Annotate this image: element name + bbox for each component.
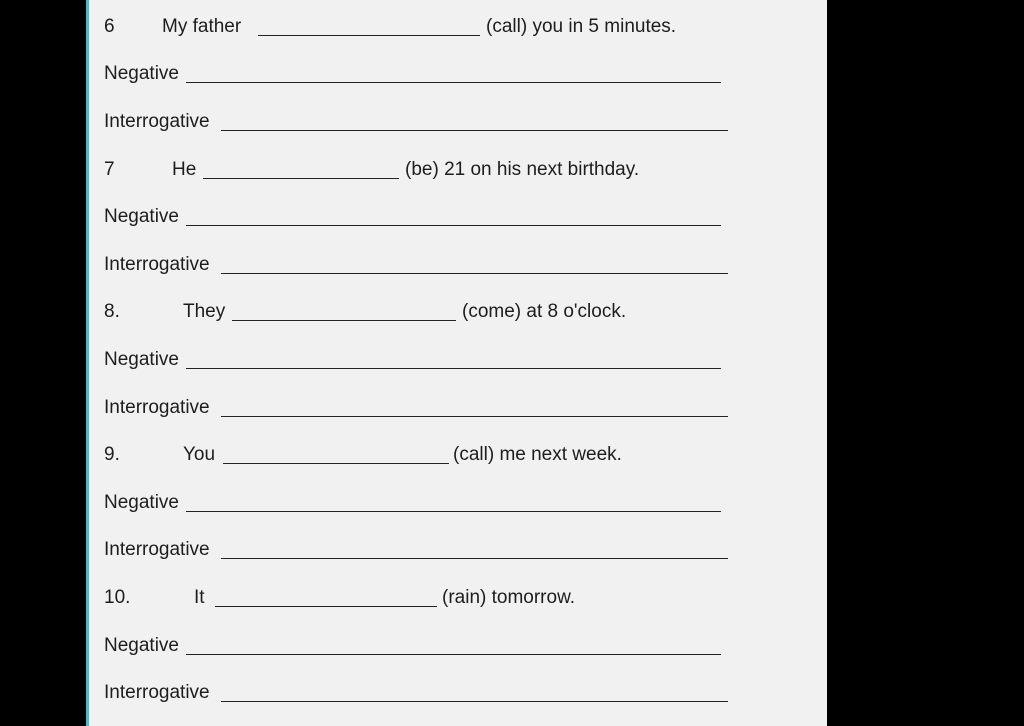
negative-label: Negative	[104, 492, 179, 513]
negative-label: Negative	[104, 63, 179, 84]
exercise-number: 10.	[104, 587, 131, 608]
exercise-hint: (call) you in 5 minutes.	[486, 16, 677, 37]
exercise-8-sentence	[86, 297, 827, 327]
exercise-6-sentence	[86, 12, 827, 42]
exercise-6-negative	[86, 59, 827, 89]
negative-answer-line[interactable]	[186, 225, 721, 226]
exercise-7-interrogative	[86, 250, 827, 280]
answer-blank[interactable]	[232, 320, 456, 321]
exercise-number: 8.	[104, 301, 120, 322]
exercise-10-interrogative	[86, 678, 827, 708]
exercise-number: 9.	[104, 444, 120, 465]
negative-label: Negative	[104, 206, 179, 227]
answer-blank[interactable]	[223, 463, 449, 464]
exercise-8-negative	[86, 345, 827, 375]
exercise-7-sentence	[86, 155, 827, 185]
exercise-10-sentence	[86, 583, 827, 613]
interrogative-label: Interrogative	[104, 539, 210, 560]
answer-blank[interactable]	[203, 178, 399, 179]
exercise-number: 7	[104, 159, 115, 180]
exercise-9-interrogative	[86, 535, 827, 565]
exercise-subject: It	[194, 587, 205, 608]
interrogative-label: Interrogative	[104, 682, 210, 703]
exercise-hint: (call) me next week.	[453, 444, 622, 465]
exercise-hint: (be) 21 on his next birthday.	[405, 159, 640, 180]
negative-answer-line[interactable]	[186, 511, 721, 512]
exercise-subject: My father	[162, 16, 242, 37]
interrogative-label: Interrogative	[104, 111, 210, 132]
exercise-9-sentence	[86, 440, 827, 470]
negative-label: Negative	[104, 635, 179, 656]
worksheet-page	[86, 0, 827, 726]
exercise-subject: You	[183, 444, 216, 465]
interrogative-answer-line[interactable]	[221, 130, 728, 131]
interrogative-label: Interrogative	[104, 397, 210, 418]
exercise-hint: (come) at 8 o'clock.	[462, 301, 627, 322]
interrogative-answer-line[interactable]	[221, 416, 728, 417]
negative-label: Negative	[104, 349, 179, 370]
interrogative-answer-line[interactable]	[221, 273, 728, 274]
exercise-7-negative	[86, 202, 827, 232]
exercise-10-negative	[86, 631, 827, 661]
negative-answer-line[interactable]	[186, 654, 721, 655]
interrogative-answer-line[interactable]	[221, 701, 728, 702]
exercise-subject: They	[183, 301, 226, 322]
exercise-subject: He	[172, 159, 197, 180]
exercise-hint: (rain) tomorrow.	[442, 587, 576, 608]
negative-answer-line[interactable]	[186, 82, 721, 83]
exercise-8-interrogative	[86, 393, 827, 423]
interrogative-answer-line[interactable]	[221, 558, 728, 559]
interrogative-label: Interrogative	[104, 254, 210, 275]
exercise-6-interrogative	[86, 107, 827, 137]
negative-answer-line[interactable]	[186, 368, 721, 369]
answer-blank[interactable]	[215, 606, 437, 607]
exercise-9-negative	[86, 488, 827, 518]
answer-blank[interactable]	[258, 35, 480, 36]
exercise-number: 6	[104, 16, 115, 37]
